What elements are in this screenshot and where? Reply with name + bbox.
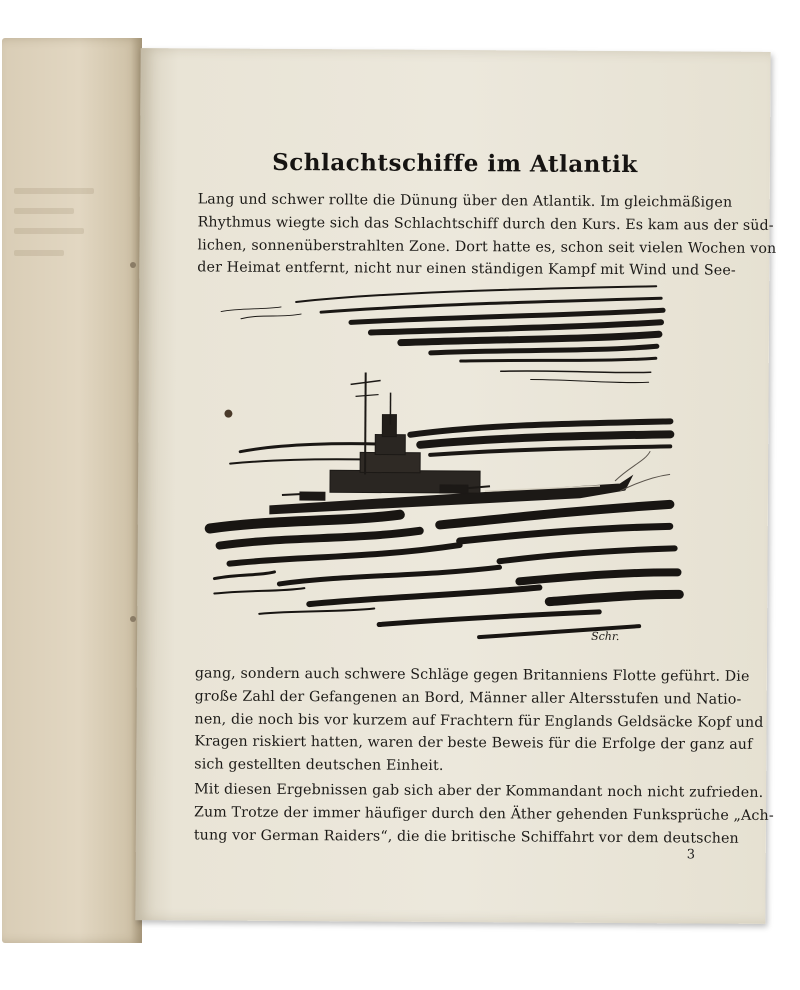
- text-line: lichen, sonnenüberstrahlten Zone. Dort hatte es, schon seit vielen Wochen von: [197, 237, 777, 257]
- paragraph-2: [194, 662, 764, 779]
- ink-spot: [224, 410, 232, 418]
- faded-text-line: [14, 208, 74, 214]
- text-line: Zum Trotze der immer häufiger durch den Äther gehenden Funksprüche „Ach-: [193, 804, 774, 824]
- text-line: nen, die noch bis vor kurzem auf Frachtern für Englands Geldsäcke Kopf und: [194, 711, 764, 731]
- text-line: Kragen riskiert hatten, waren der beste Beweis für die Erfolge der ganz auf: [194, 733, 753, 754]
- paragraph-1: [197, 188, 777, 282]
- sky-clouds: [221, 284, 664, 383]
- faded-text-line: [14, 228, 84, 234]
- paragraph-3: [193, 778, 774, 849]
- text-line: große Zahl der Gefangenen an Bord, Männer aller Altersstufen und Natio-: [194, 688, 742, 708]
- left-page: [2, 38, 142, 943]
- battleship-illustration: [199, 273, 691, 654]
- page-number: 3: [686, 847, 696, 863]
- text-line: Rhythmus wiegte sich das Schlachtschiff durch den Kurs. Es kam aus der süd-: [197, 214, 774, 234]
- binding-stitch: [130, 616, 136, 622]
- binding-stitch: [130, 262, 136, 268]
- horizon-waves: [230, 419, 670, 467]
- text-line: sich gestellten deutschen Einheit.: [194, 756, 444, 775]
- page-title: Schlachtschiffe im Atlantik: [272, 148, 638, 179]
- book-page: [135, 48, 777, 924]
- faded-text-line: [14, 188, 94, 194]
- text-line: tung vor German Raiders“, die die britische Schiffahrt vor dem deutschen: [193, 827, 739, 847]
- sea-waves: [209, 502, 680, 639]
- text-line: gang, sondern auch schwere Schläge gegen Britanniens Flotte geführt. Die: [194, 665, 750, 685]
- text-line: der Heimat entfernt, nicht nur einen ständigen Kampf mit Wind und See-: [197, 259, 736, 280]
- text-line: Mit diesen Ergebnissen gab sich aber der Kommandant noch nicht zufrieden.: [194, 781, 764, 801]
- artist-signature: Schr.: [591, 629, 620, 644]
- text-line: Lang und schwer rollte die Dünung über den Atlantik. Im gleichmäßigen: [197, 191, 733, 211]
- faded-text-line: [14, 250, 64, 256]
